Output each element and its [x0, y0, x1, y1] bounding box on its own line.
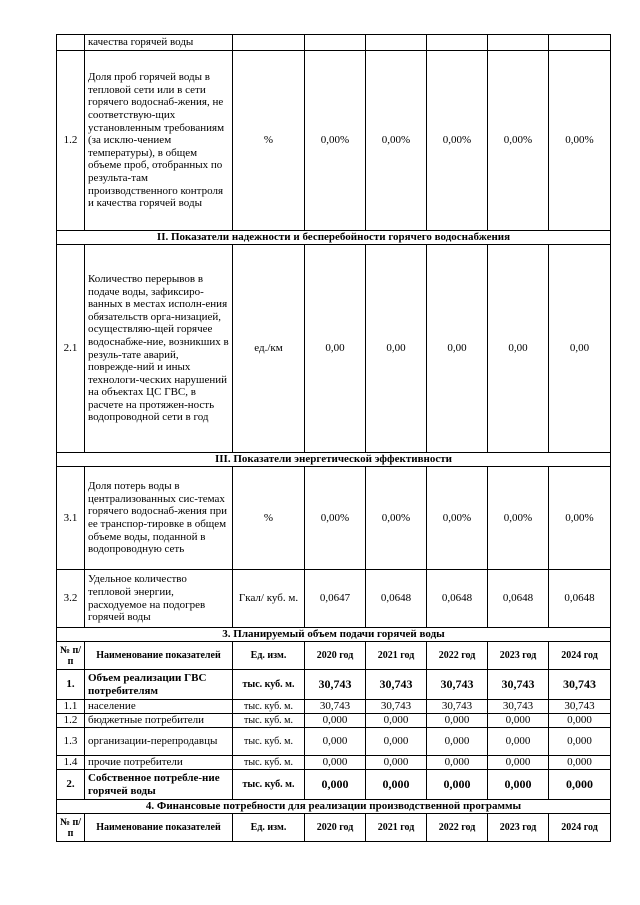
- header-number: № п/п: [57, 642, 85, 670]
- row-value: [427, 35, 488, 51]
- table-row: [57, 770, 611, 800]
- row-value: 30,743: [488, 700, 549, 714]
- header-year: 2024 год: [549, 642, 611, 670]
- row-value: 0,000: [427, 756, 488, 770]
- row-description: Объем реализации ГВС потребителям: [85, 670, 233, 700]
- row-unit: тыс. куб. м.: [233, 700, 305, 714]
- row-value: 0,000: [305, 714, 366, 728]
- column-header-row: [57, 642, 611, 670]
- row-number: [57, 35, 85, 51]
- row-value: 0,0648: [427, 570, 488, 628]
- row-value: 0,000: [427, 728, 488, 756]
- row-unit: тыс. куб. м.: [233, 756, 305, 770]
- row-value: 30,743: [549, 670, 611, 700]
- column-header-row: [57, 814, 611, 842]
- row-number: 1.1: [57, 700, 85, 714]
- document-page: [56, 34, 610, 842]
- row-number: 2.: [57, 770, 85, 800]
- row-description: Доля проб горячей воды в тепловой сети или в сети горячего водоснаб-жения, не соответствую-щих установленным требованиям (за исклю-чением температуры), в общем объеме проб, отобранных по результа-там производственного контроля и качества горячей воды: [85, 51, 233, 231]
- table-row: [57, 245, 611, 453]
- row-value: 30,743: [427, 670, 488, 700]
- row-description: прочие потребители: [85, 756, 233, 770]
- row-number: 1.: [57, 670, 85, 700]
- row-description: Собственное потребле-ние горячей воды: [85, 770, 233, 800]
- row-value: 0,00%: [488, 51, 549, 231]
- section-title: 3. Планируемый объем подачи горячей воды: [57, 628, 611, 642]
- header-year: 2021 год: [366, 814, 427, 842]
- header-number: № п/п: [57, 814, 85, 842]
- row-number: 1.3: [57, 728, 85, 756]
- row-value: 0,000: [305, 770, 366, 800]
- row-number: 1.2: [57, 714, 85, 728]
- row-value: 0,00%: [488, 467, 549, 570]
- row-value: 0,000: [366, 770, 427, 800]
- row-value: 0,000: [549, 770, 611, 800]
- row-unit: %: [233, 51, 305, 231]
- row-value: 0,000: [549, 756, 611, 770]
- row-value: 0,0648: [366, 570, 427, 628]
- row-value: [549, 35, 611, 51]
- row-description: организации-перепродавцы: [85, 728, 233, 756]
- row-description: население: [85, 700, 233, 714]
- row-value: 0,000: [488, 728, 549, 756]
- row-value: [488, 35, 549, 51]
- row-value: 30,743: [305, 700, 366, 714]
- row-value: 0,00%: [427, 51, 488, 231]
- row-description: Удельное количество тепловой энергии, расходуемое на подогрев горячей воды: [85, 570, 233, 628]
- section-title: III. Показатели энергетической эффективности: [57, 453, 611, 467]
- row-value: 30,743: [488, 670, 549, 700]
- row-value: 30,743: [366, 670, 427, 700]
- row-value: 0,000: [549, 714, 611, 728]
- row-unit: [233, 35, 305, 51]
- header-year: 2020 год: [305, 814, 366, 842]
- section-header: [57, 800, 611, 814]
- header-unit: Ед. изм.: [233, 642, 305, 670]
- row-value: 0,00: [427, 245, 488, 453]
- row-description: Доля потерь воды в централизованных сис-темах горячего водоснаб-жения при ее транспор-тировке в общем объеме воды, поданной в водопроводную сеть: [85, 467, 233, 570]
- table-row: [57, 670, 611, 700]
- header-year: 2023 год: [488, 814, 549, 842]
- row-value: 0,00%: [366, 467, 427, 570]
- header-year: 2022 год: [427, 814, 488, 842]
- row-value: 30,743: [427, 700, 488, 714]
- section-header: [57, 231, 611, 245]
- row-value: 30,743: [549, 700, 611, 714]
- row-description: качества горячей воды: [85, 35, 233, 51]
- row-number: 1.4: [57, 756, 85, 770]
- row-value: 0,000: [366, 756, 427, 770]
- row-value: 0,000: [427, 770, 488, 800]
- header-name: Наименование показателей: [85, 642, 233, 670]
- row-value: 0,00: [305, 245, 366, 453]
- row-value: 0,000: [366, 728, 427, 756]
- row-value: 0,000: [305, 728, 366, 756]
- header-year: 2024 год: [549, 814, 611, 842]
- header-year: 2020 год: [305, 642, 366, 670]
- row-value: 30,743: [305, 670, 366, 700]
- row-value: 0,0648: [549, 570, 611, 628]
- row-description: Количество перерывов в подаче воды, зафиксиро-ванных в местах исполн-ения обязательств орга-низацией, осуществляю-щей горячее водоснабже-ние, возникших в резуль-тате аварий, поврежде-ний и иных технологи-ческих нарушений на объектах ЦС ГВС, в расчете на протяжен-ность водопроводной сети в год: [85, 245, 233, 453]
- row-value: 0,00%: [305, 467, 366, 570]
- row-value: [366, 35, 427, 51]
- row-description: бюджетные потребители: [85, 714, 233, 728]
- row-unit: тыс. куб. м.: [233, 670, 305, 700]
- header-name: Наименование показателей: [85, 814, 233, 842]
- header-year: 2022 год: [427, 642, 488, 670]
- row-unit: тыс. куб. м.: [233, 714, 305, 728]
- row-unit: тыс. куб. м.: [233, 770, 305, 800]
- section-header: [57, 453, 611, 467]
- table-row: [57, 714, 611, 728]
- row-number: 3.2: [57, 570, 85, 628]
- row-number: 2.1: [57, 245, 85, 453]
- table-row: [57, 467, 611, 570]
- row-value: 0,000: [427, 714, 488, 728]
- row-value: 0,000: [549, 728, 611, 756]
- row-value: 30,743: [366, 700, 427, 714]
- header-year: 2021 год: [366, 642, 427, 670]
- row-value: 0,00%: [366, 51, 427, 231]
- table-row: [57, 728, 611, 756]
- table-row: [57, 35, 611, 51]
- row-value: 0,000: [488, 714, 549, 728]
- section-title: II. Показатели надежности и бесперебойности горячего водоснабжения: [57, 231, 611, 245]
- section-title: 4. Финансовые потребности для реализации производственной программы: [57, 800, 611, 814]
- table-row: [57, 756, 611, 770]
- row-value: [305, 35, 366, 51]
- row-value: 0,0647: [305, 570, 366, 628]
- header-year: 2023 год: [488, 642, 549, 670]
- row-value: 0,00: [488, 245, 549, 453]
- table-row: [57, 51, 611, 231]
- row-value: 0,00%: [549, 51, 611, 231]
- row-value: 0,00%: [305, 51, 366, 231]
- header-unit: Ед. изм.: [233, 814, 305, 842]
- row-unit: Гкал/ куб. м.: [233, 570, 305, 628]
- row-value: 0,000: [488, 756, 549, 770]
- row-value: 0,0648: [488, 570, 549, 628]
- row-value: 0,00%: [549, 467, 611, 570]
- row-value: 0,00%: [427, 467, 488, 570]
- row-number: 1.2: [57, 51, 85, 231]
- section-header: [57, 628, 611, 642]
- row-value: 0,000: [366, 714, 427, 728]
- row-number: 3.1: [57, 467, 85, 570]
- table-row: [57, 570, 611, 628]
- row-unit: ед./км: [233, 245, 305, 453]
- row-unit: %: [233, 467, 305, 570]
- table-row: [57, 700, 611, 714]
- row-value: 0,00: [366, 245, 427, 453]
- row-unit: тыс. куб. м.: [233, 728, 305, 756]
- row-value: 0,000: [305, 756, 366, 770]
- row-value: 0,000: [488, 770, 549, 800]
- indicators-table: [56, 34, 611, 842]
- row-value: 0,00: [549, 245, 611, 453]
